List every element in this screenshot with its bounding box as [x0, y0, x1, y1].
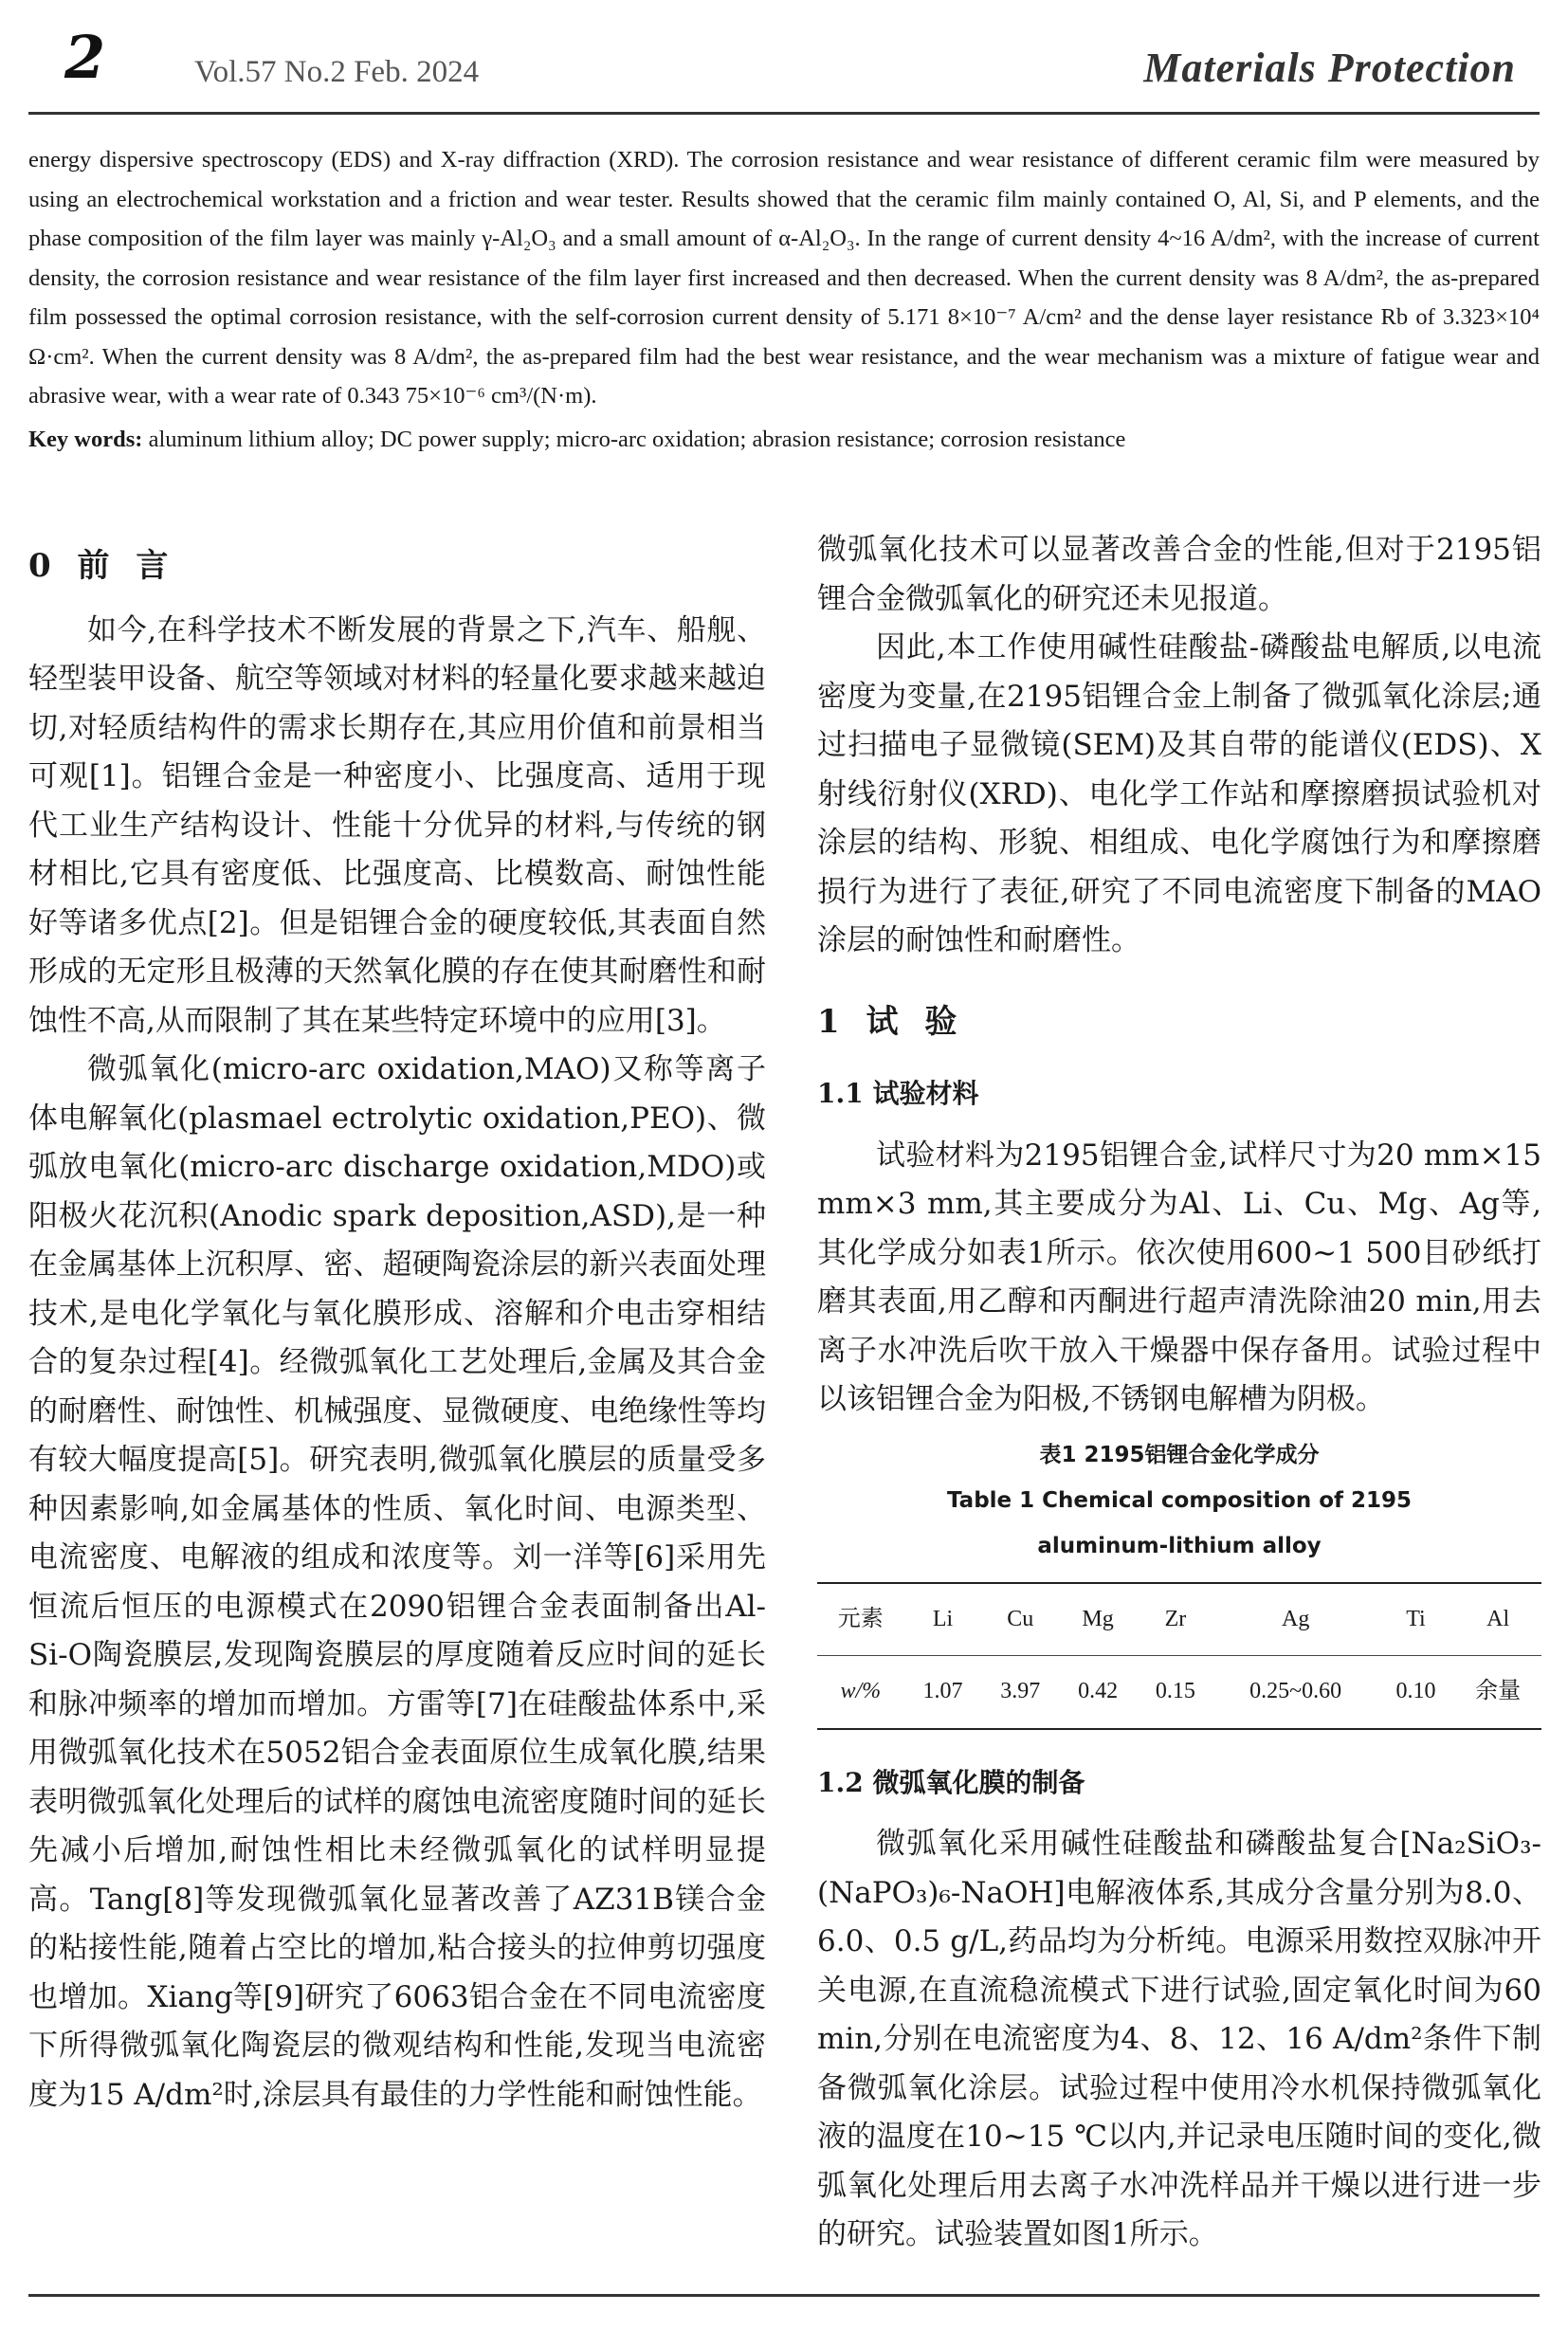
key-words: [28, 420, 1540, 460]
table-cell: 0.42: [1078, 1679, 1119, 1703]
table-header-cell: Al: [1486, 1606, 1510, 1631]
intro-paragraph-4: 因此,本工作使用碱性硅酸盐-磷酸盐电解质,以电流密度为变量,在2195铝锂合金上制备了微弧氧化涂层;通过扫描电子显微镜(SEM)及其自带的能谱仪(EDS)、X射线衍射仪(XRD)、电化学工作站和摩擦磨损试验机对涂层的结构、形貌、相组成、电化学腐蚀行为和摩擦磨损行为进行了表征,研究了不同电流密度下制备的MAO涂层的耐蚀性和耐磨性。: [817, 630, 1541, 957]
key-words-text: aluminum lithium alloy; DC power supply; micro-arc oxidation; abrasion resistance; corrosion resistance: [142, 426, 1126, 452]
left-column: [28, 542, 766, 2120]
table-header-cell: Mg: [1082, 1606, 1114, 1631]
table-cell: w/%: [840, 1679, 882, 1703]
table-caption-en-1: Table 1 Chemical composition of 2195: [946, 1487, 1413, 1513]
header-rule: [28, 112, 1540, 115]
table-header-cell: Ti: [1406, 1606, 1426, 1631]
table-cell: 0.15: [1155, 1679, 1195, 1703]
table-cell: 3.97: [1000, 1679, 1041, 1703]
table-header-cell: 元素: [837, 1606, 884, 1631]
table-cell: 余量: [1475, 1679, 1522, 1703]
table-cell: 0.10: [1395, 1679, 1436, 1703]
table-caption-en-2: aluminum-lithium alloy: [1037, 1533, 1322, 1558]
section-heading-0: 0 前 言: [28, 547, 176, 585]
key-words-label: Key words:: [28, 426, 143, 452]
table-header-cell: Cu: [1007, 1606, 1034, 1631]
table-row: [817, 1656, 1541, 1729]
abstract-text: energy dispersive spectroscopy (EDS) and X-ray diffraction (XRD). The corrosion resistance and wear resistance of different ceramic film were measured by using an electrochemical workstation and a friction and wear tester. Results showed that the ceramic film mainly contained O, Al, Si, and P elements, and the phase composition of the film layer was mainly γ-Al₂O₃ and a small amount of α-Al₂O₃. In the range of current density 4~16 A/dm², with the increase of current density, the corrosion resistance and wear resistance of the film layer first increased and then decreased. When the current density was 8 A/dm², the as-prepared film possessed the optimal corrosion resistance, with the self-corrosion current density of 5.171 8×10⁻⁷ A/cm² and the dense layer resistance Rb of 3.323×10⁴ Ω·cm². When the current density was 8 A/dm², the as-prepared film had the best wear resistance, and the wear mechanism was a mixture of fatigue wear and abrasive wear, with a wear rate of 0.343 75×10⁻⁶ cm³/(N·m).: [28, 147, 1540, 409]
journal-title: Materials Protection: [1143, 45, 1516, 91]
abstract-block: [28, 140, 1540, 459]
intro-paragraph-1: 如今,在科学技术不断发展的背景之下,汽车、船舰、轻型装甲设备、航空等领域对材料的轻量化要求越来越迫切,对轻质结构件的需求长期存在,其应用价值和前景相当可观[1]。铝锂合金是一种密度小、比强度高、适用于现代工业生产结构设计、性能十分优异的材料,与传统的钢材相比,它具有密度低、比强度高、比模数高、耐蚀性能好等诸多优点[2]。但是铝锂合金的硬度较低,其表面自然形成的无定形且极薄的天然氧化膜的存在使其耐磨性和耐蚀性不高,从而限制了其在某些特定环境中的应用[3]。: [28, 612, 766, 1038]
subsection-heading-1-1: 1.1 试验材料: [817, 1078, 979, 1109]
issue-info: Vol.57 No.2 Feb. 2024: [194, 55, 480, 89]
page-header: [0, 0, 1568, 142]
section-heading-1: 1 试 验: [817, 1002, 965, 1041]
table-header-cell: Ag: [1282, 1606, 1310, 1631]
table-caption-cn: 表1 2195铝锂合金化学成分: [1039, 1442, 1320, 1467]
table-header-cell: Zr: [1164, 1606, 1187, 1631]
table-cell: 0.25~0.60: [1249, 1679, 1342, 1703]
table-header-row: [817, 1583, 1541, 1656]
intro-paragraph-3: 微弧氧化技术可以显著改善合金的性能,但对于2195铝锂合金微弧氧化的研究还未见报道。: [817, 533, 1541, 616]
subsection-heading-1-2: 1.2 微弧氧化膜的制备: [817, 1766, 1085, 1798]
preparation-paragraph: 微弧氧化采用碱性硅酸盐和磷酸盐复合[Na₂SiO₃-(NaPO₃)₆-NaOH]电解液体系,其成分含量分别为8.0、6.0、0.5 g/L,药品均为分析纯。电源采用数控双脉冲开关电源,在直流稳流模式下进行试验,固定氧化时间为60 min,分别在电流密度为4、8、12、16 A/dm²条件下制备微弧氧化涂层。试验过程中使用冷水机保持微弧氧化液的温度在10~15 ℃以内,并记录电压随时间的变化,微弧氧化处理后用去离子水冲洗样品并干燥以进行进一步的研究。试验装置如图1所示。: [817, 1827, 1541, 2251]
page-number: 2: [64, 23, 106, 92]
composition-table: [817, 1582, 1541, 1730]
materials-paragraph: 试验材料为2195铝锂合金,试样尺寸为20 mm×15 mm×3 mm,其主要成分为Al、Li、Cu、Mg、Ag等,其化学成分如表1所示。依次使用600~1 500目砂纸打磨其表面,用乙醇和丙酮进行超声清洗除油20 min,用去离子水冲洗后吹干放入干燥器中保存备用。试验过程中以该铝锂合金为阳极,不锈钢电解槽为阴极。: [817, 1138, 1541, 1416]
table-cell: 1.07: [922, 1679, 963, 1703]
table-header-cell: Li: [932, 1606, 954, 1631]
right-column: [817, 526, 1541, 2260]
footer-rule: [28, 2294, 1540, 2297]
intro-paragraph-2: 微弧氧化(micro-arc oxidation,MAO)又称等离子体电解氧化(plasmael ectrolytic oxidation,PEO)、微弧放电氧化(micro-arc discharge oxidation,MDO)或阳极火花沉积(Anodic spark deposition,ASD),是一种在金属基体上沉积厚、密、超硬陶瓷涂层的新兴表面处理技术,是电化学氧化与氧化膜形成、溶解和介电击穿相结合的复杂过程[4]。经微弧氧化工艺处理后,金属及其合金的耐磨性、耐蚀性、机械强度、显微硬度、电绝缘性等均有较大幅度提高[5]。研究表明,微弧氧化膜层的质量受多种因素影响,如金属基体的性质、氧化时间、电源类型、电流密度、电解液的组成和浓度等。刘一洋等[6]采用先恒流后恒压的电源模式在2090铝锂合金表面制备出Al-Si-O陶瓷膜层,发现陶瓷膜层的厚度随着反应时间的延长和脉冲频率的增加而增加。方雷等[7]在硅酸盐体系中,采用微弧氧化技术在5052铝合金表面原位生成氧化膜,结果表明微弧氧化处理后的试样的腐蚀电流密度随时间的延长先减小后增加,耐蚀性相比未经微弧氧化的试样明显提高。Tang[8]等发现微弧氧化显著改善了AZ31B镁合金的粘接性能,随着占空比的增加,粘合接头的拉伸剪切强度也增加。Xiang等[9]研究了6063铝合金在不同电流密度下所得微弧氧化陶瓷层的微观结构和性能,发现当电流密度为15 A/dm²时,涂层具有最佳的力学性能和耐蚀性能。: [28, 1052, 766, 2112]
